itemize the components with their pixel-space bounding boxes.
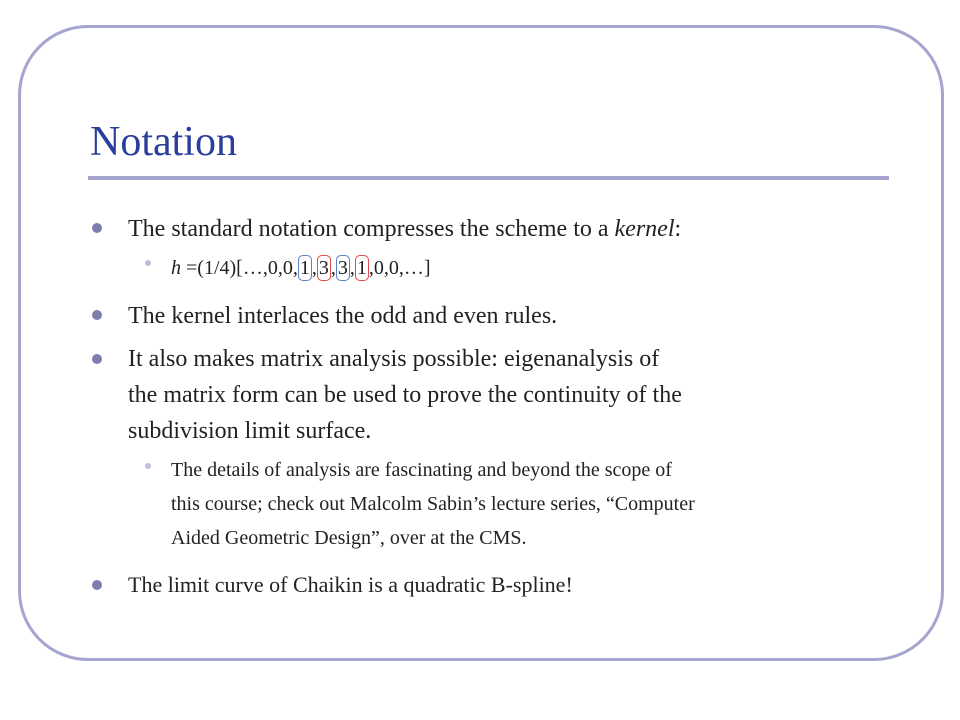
- bullet-text-3-line-1: It also makes matrix analysis possible: eigenanalysis of: [128, 346, 660, 372]
- bullet-1-italic: kernel: [614, 216, 675, 242]
- bullet-dot: [92, 354, 102, 364]
- bullet-text-1: [128, 212, 681, 246]
- kernel-suffix: ,0,0,…]: [368, 257, 431, 279]
- kernel-comma: ,: [311, 257, 317, 279]
- kernel-value-box: 3: [337, 257, 348, 279]
- bullet-text-3-line-2: the matrix form can be used to prove the continuity of the: [128, 382, 682, 408]
- bullet-1-colon: :: [674, 216, 682, 242]
- kernel-value-box: 1: [299, 257, 310, 279]
- kernel-value-box: 3: [318, 257, 329, 279]
- sub-bullet-dot: [145, 260, 151, 266]
- sub-bullet-dot: [145, 463, 151, 469]
- kernel-formula: [171, 254, 431, 282]
- kernel-comma: ,: [349, 257, 355, 279]
- slide-title: Notation: [90, 119, 237, 165]
- bullet-text-3-line-3: subdivision limit surface.: [128, 418, 372, 444]
- sub-bullet-line-3: Aided Geometric Design”, over at the CMS.: [171, 527, 527, 549]
- kernel-comma: ,: [330, 257, 336, 279]
- sub-bullet-line-1: The details of analysis are fascinating and beyond the scope of: [171, 459, 672, 481]
- bullet-text-4: The limit curve of Chaikin is a quadratic B-spline!: [128, 572, 573, 597]
- sub-bullet-line-2: this course; check out Malcolm Sabin’s lecture series, “Computer: [171, 493, 695, 515]
- kernel-value-box: 1: [356, 257, 367, 279]
- bullet-dot: [92, 223, 102, 233]
- bullet-dot: [92, 580, 102, 590]
- bullet-1-text: The standard notation compresses the scheme to a: [128, 216, 615, 242]
- kernel-variable: h: [171, 257, 181, 279]
- bullet-text-2: The kernel interlaces the odd and even rules.: [128, 303, 558, 329]
- bullet-dot: [92, 310, 102, 320]
- kernel-prefix: =(1/4)[…,0,0,: [181, 257, 298, 279]
